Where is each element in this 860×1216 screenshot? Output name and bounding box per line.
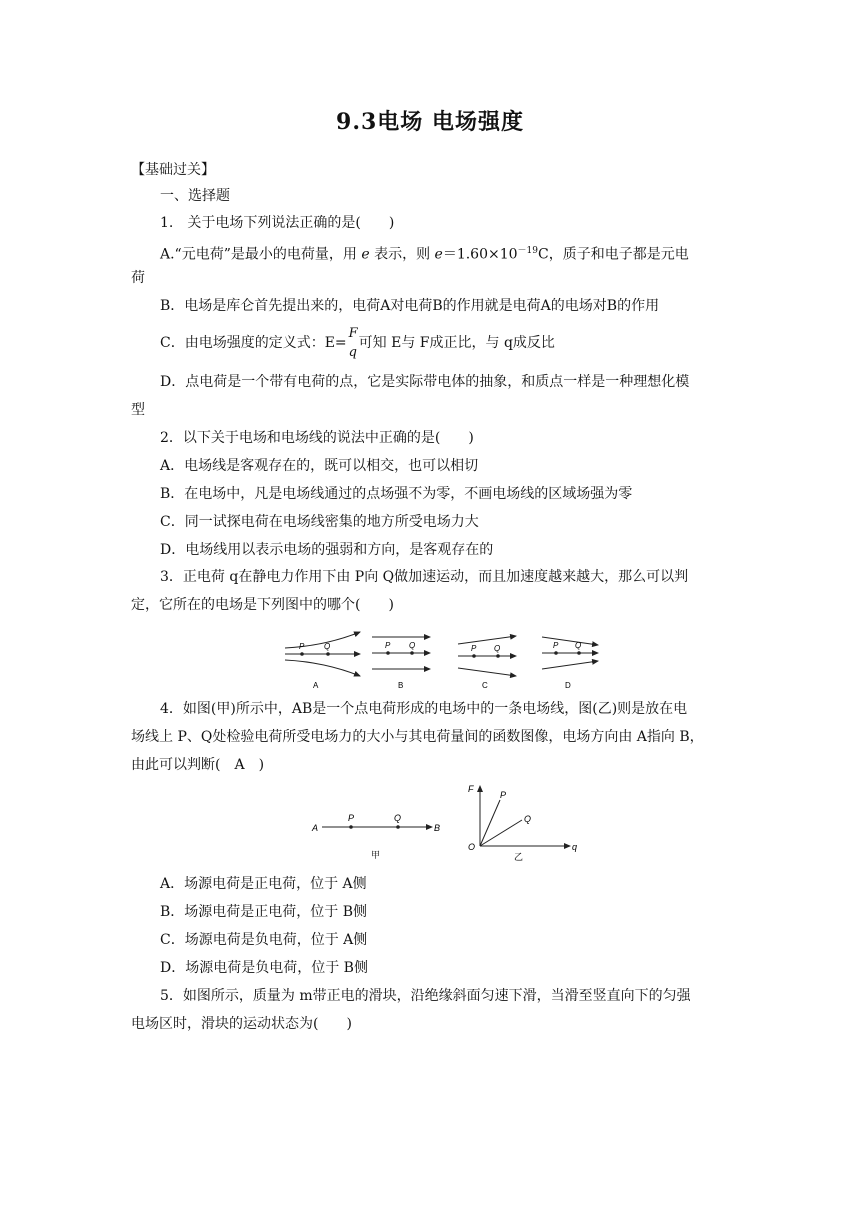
figure-c <box>458 636 516 676</box>
page-title: 9.3电场 电场强度 <box>336 109 524 135</box>
q2-option-c: C．同一试探电荷在电场线密集的地方所受电场力大 <box>160 514 479 530</box>
q1-option-d: D．点电荷是一个带有电荷的点，它是实际带电体的抽象，和质点一样是一种理想化模 <box>160 374 690 390</box>
q4-stem: 4．如图(甲)所示中，AB是一个点电荷形成的电场中的一条电场线，图(乙)则是放在电 <box>160 701 688 717</box>
q1-a-text: A.“元电荷”是最小的电荷量，用 <box>160 246 357 263</box>
figure-b-p: P <box>385 641 391 650</box>
q4-option-b: B．场源电荷是正电荷，位于 B侧 <box>160 904 368 920</box>
jia-label-b: B <box>434 823 441 833</box>
q1-option-d-wrap: 型 <box>131 402 145 418</box>
q4-option-a: A．场源电荷是正电荷，位于 A侧 <box>160 876 367 892</box>
q1-option-c <box>160 326 555 360</box>
yi-origin: O <box>468 842 476 852</box>
figure-label-d: D <box>565 681 571 690</box>
q5-stem: 5．如图所示，质量为 m带正电的滑块，沿绝缘斜面匀速下滑，当滑至竖直向下的匀强 <box>160 988 691 1004</box>
figure-label-a: A <box>313 681 319 690</box>
yi-caption: 乙 <box>514 852 524 862</box>
q1-c-text2: 可知 E与 F成正比，与 q成反比 <box>358 335 555 351</box>
q4-stem-line3: 由此可以判断( A ) <box>131 757 265 773</box>
q1-a-exponent: －19 <box>517 246 538 256</box>
figure-d <box>542 637 598 669</box>
figure-b <box>372 637 430 669</box>
jia-label-p: P <box>348 813 355 823</box>
q1-a-var: e <box>361 246 370 263</box>
q1-option-a-wrap: 荷 <box>131 270 145 286</box>
q1-option-a <box>160 241 689 265</box>
figure-b-q: Q <box>409 641 416 650</box>
figure-d-q: Q <box>575 641 582 650</box>
q1-a-value: ＝1.60×10 <box>442 246 518 263</box>
q2-stem: 2．以下关于电场和电场线的说法中正确的是( ) <box>160 430 474 446</box>
jia-caption: 甲 <box>371 850 381 860</box>
q5-stem-wrap: 电场区时，滑块的运动状态为( ) <box>131 1016 352 1032</box>
jia-label-q: Q <box>394 813 402 823</box>
fraction-denominator: q <box>348 345 357 360</box>
figure-c-q: Q <box>494 644 501 653</box>
q1-a-text3: C，质子和电子都是元电 <box>538 246 689 263</box>
figure-label-c: C <box>482 681 488 690</box>
fraction <box>347 326 359 360</box>
q4-option-d: D．场源电荷是负电荷，位于 B侧 <box>160 960 368 976</box>
q3-stem: 3．正电荷 q在静电力作用下由 P向 Q做加速运动，而且加速度越来越大，那么可以判 <box>160 569 689 585</box>
figure-a <box>285 632 360 676</box>
q1-stem: 1. 关于电场下列说法正确的是( ) <box>160 215 395 231</box>
figure-c-p: P <box>471 644 477 653</box>
q4-figure-yi <box>462 780 582 866</box>
yi-axis-q: q <box>572 842 578 852</box>
yi-label-p: P <box>500 790 507 800</box>
figure-a-q: Q <box>324 642 331 651</box>
q1-c-text: C．由电场强度的定义式：E= <box>160 335 347 351</box>
jia-label-a: A <box>312 823 319 833</box>
q1-a-var2: e <box>434 246 443 263</box>
figure-a-p: P <box>299 642 305 651</box>
yi-axis-f: F <box>468 784 474 794</box>
figure-label-b: B <box>398 681 404 690</box>
figure-d-p: P <box>553 641 559 650</box>
q4-option-c: C．场源电荷是负电荷，位于 A侧 <box>160 932 368 948</box>
q4-figure-jia <box>308 808 448 864</box>
yi-label-q: Q <box>524 814 532 824</box>
q1-a-text2: 表示，则 <box>374 246 431 263</box>
q4-stem-line2: 场线上 P、Q处检验电荷所受电场力的大小与其电荷量间的函数图像，电场方向由 A指向 B， <box>131 729 704 745</box>
q2-option-d: D．电场线用以表示电场的强弱和方向，是客观存在的 <box>160 542 494 558</box>
section-heading: 【基础过关】 <box>131 162 215 178</box>
q1-option-b: B．电场是库仑首先提出来的，电荷A对电荷B的作用就是电荷A的电场对B的作用 <box>160 298 660 314</box>
part-heading: 一、选择题 <box>160 188 230 204</box>
q2-option-b: B．在电场中，凡是电场线通过的点场强不为零，不画电场线的区域场强为零 <box>160 486 633 502</box>
q3-field-figures <box>280 628 600 694</box>
q2-option-a: A．电场线是客观存在的，既可以相交，也可以相切 <box>160 458 479 474</box>
q3-stem-wrap: 定，它所在的电场是下列图中的哪个( ) <box>131 597 394 613</box>
fraction-numerator: F <box>348 326 358 341</box>
